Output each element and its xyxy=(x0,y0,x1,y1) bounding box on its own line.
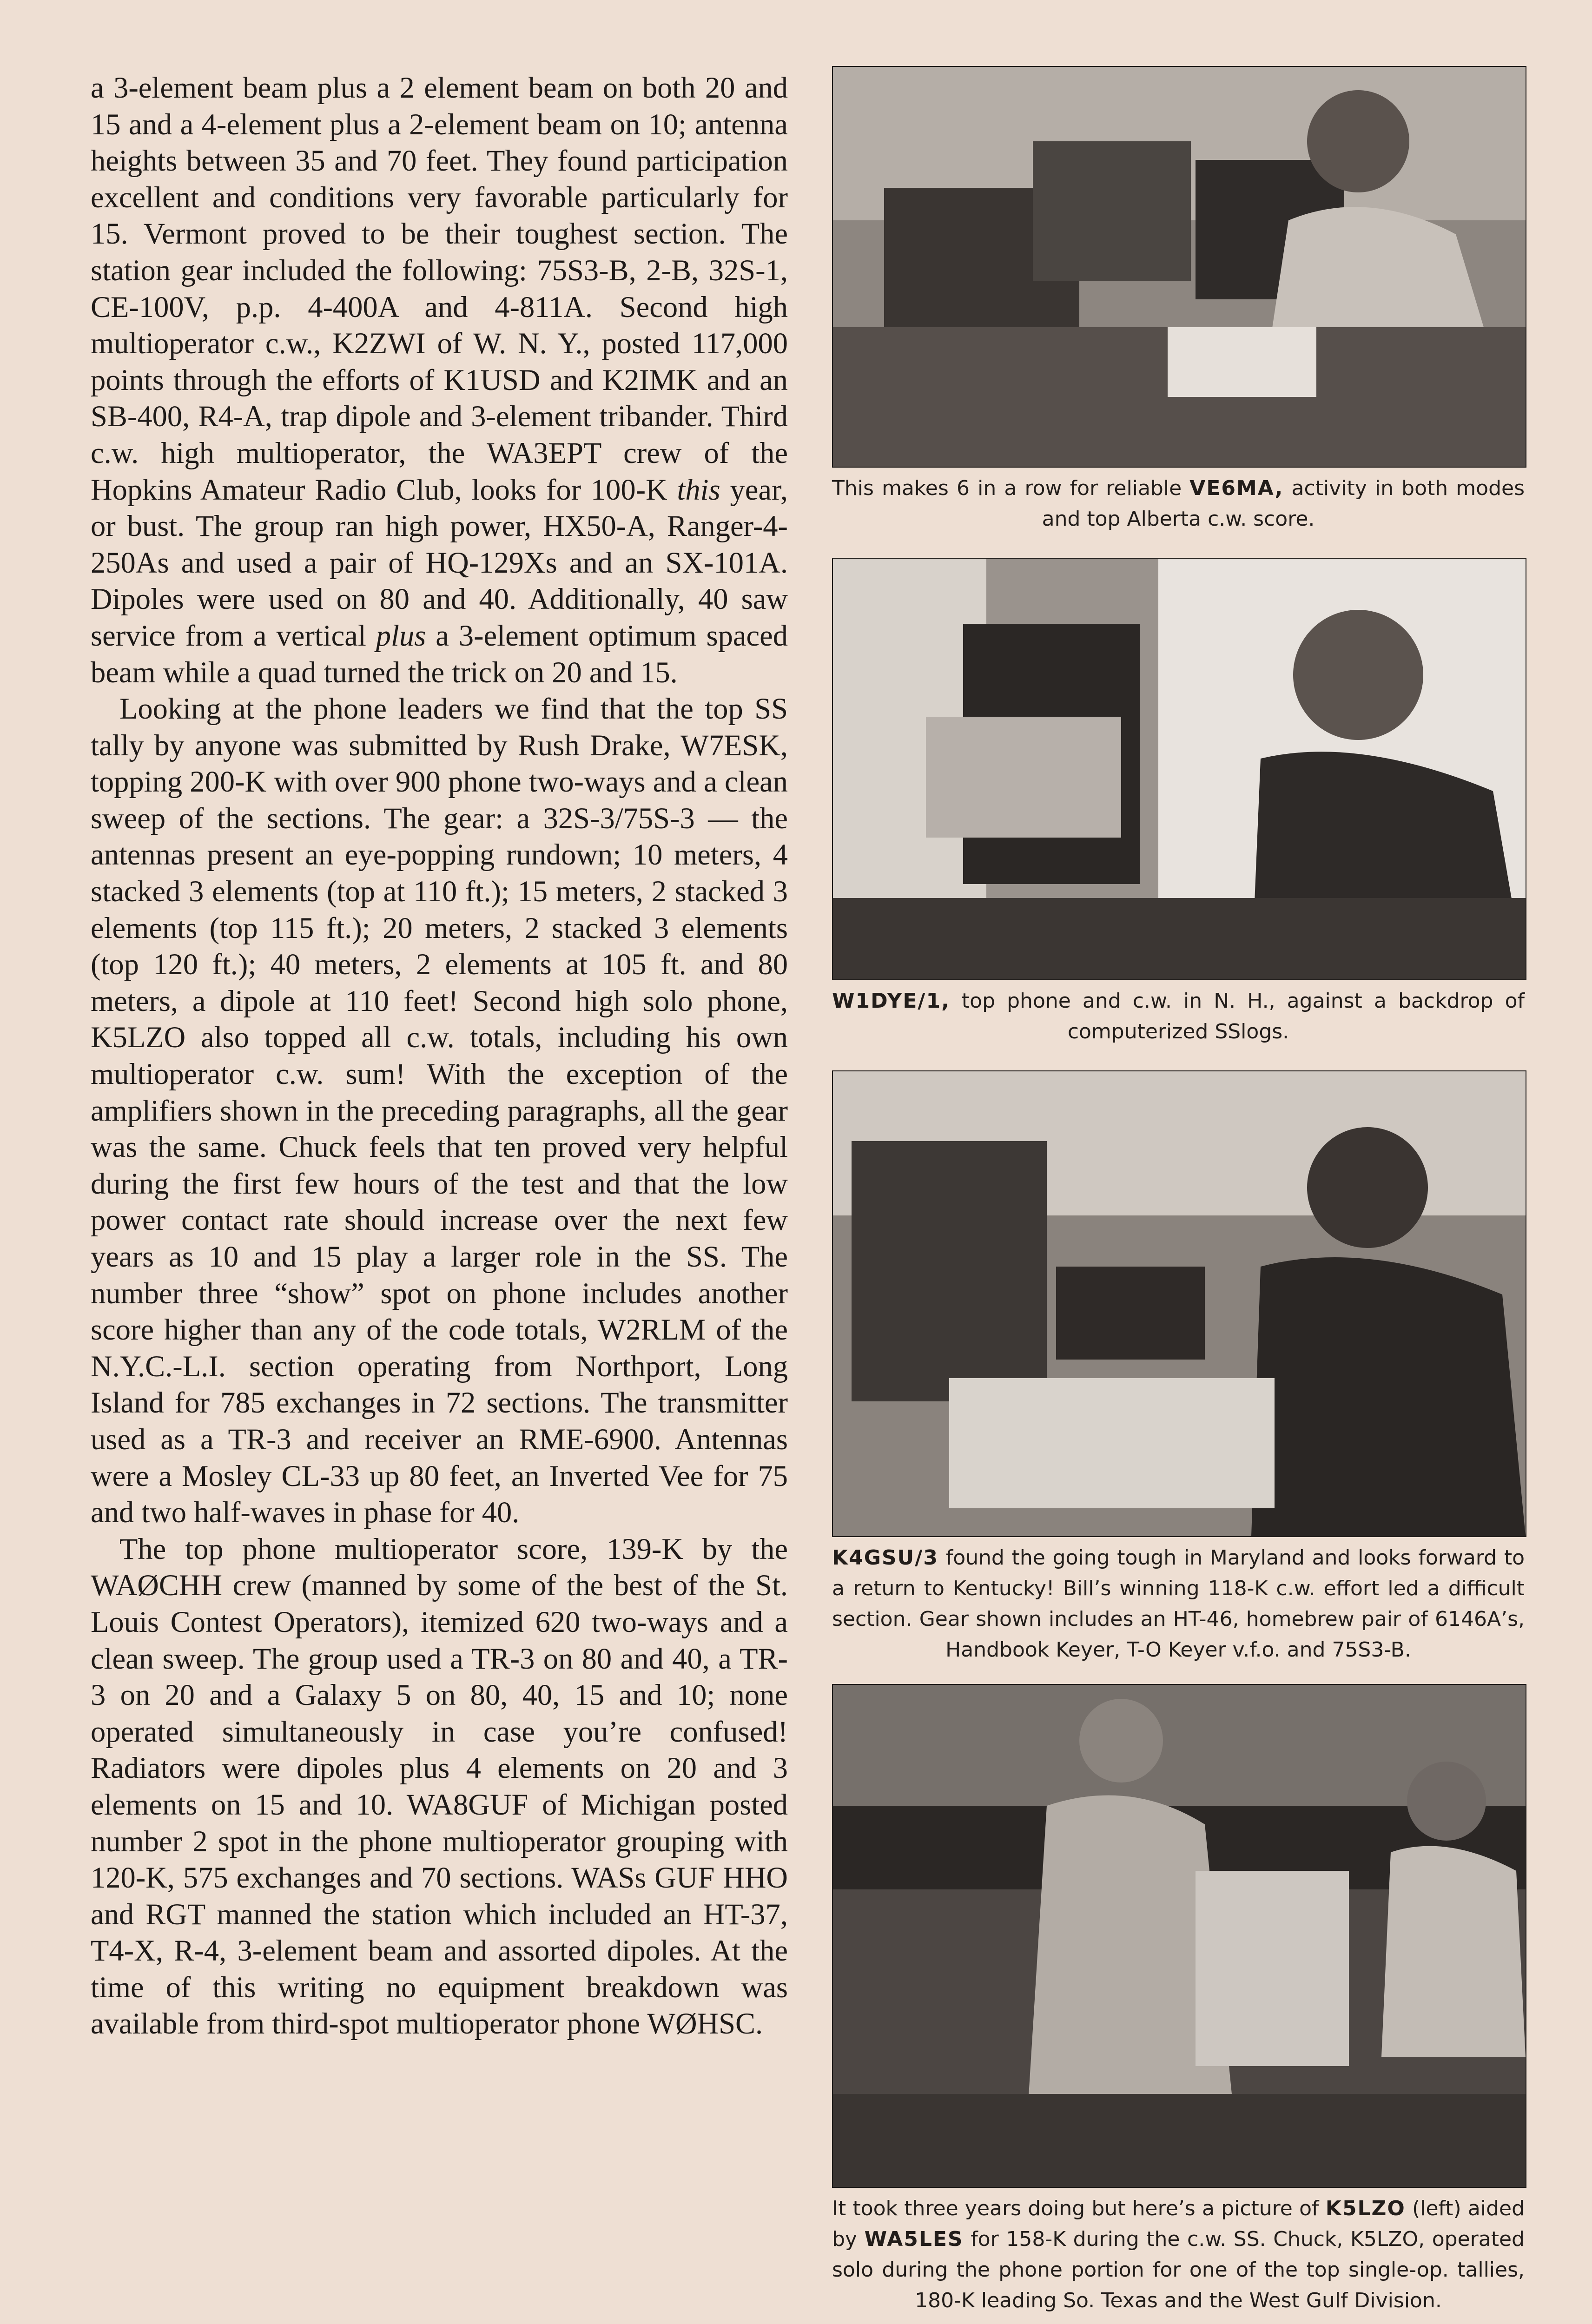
photo-w1dye xyxy=(832,558,1526,980)
caption-w1dye: W1DYE/1, top phone and c.w. in N. H., against a backdrop of computerized SSlogs. xyxy=(832,989,1525,1043)
caption-ve6ma: This makes 6 in a row for reliable VE6MA, activity in both modes and top Alberta c.w. score. xyxy=(832,476,1525,531)
caption-k5lzo: It took three years doing but here’s a picture of K5LZO (left) aided by WA5LES for 158-K during the c.w. SS. Chuck, K5LZO, operated solo during the phone portion for one of the top single-op. tallies, 180-K leading So. Texas and the West Gulf Division. xyxy=(832,2197,1525,2312)
photo-k5lzo xyxy=(832,1684,1526,2188)
photo-k4gsu xyxy=(832,1070,1526,1537)
photo-ve6ma xyxy=(832,66,1526,468)
photo-column xyxy=(832,66,1525,2316)
paragraph-3: The top phone multioperator score, 139-K by the WAØCHH crew (manned by some of the best of the St. Louis Contest Operators), itemized 620 two-ways and a clean sweep. The group used a TR-3 on 80 and 40, a TR-3 on 20 and a Galaxy 5 on 80, 40, 15 and 10; none operated simultaneously in case you’re confused! Radiators were dipoles plus 4 elements on 20 and 3 elements on 15 and 10. WA8GUF of Michigan posted number 2 spot in the phone multioperator grouping with 120-K, 575 exchanges and 70 sections. WASs GUF HHO and RGT manned the station which included an HT-37, T4-X, R-4, 3-element beam and assorted dipoles. At the time of this writing no equipment breakdown was available from third-spot multioperator phone WØHSC. xyxy=(91,1532,788,2040)
paragraph-1: a 3-element beam plus a 2 element beam on both 20 and 15 and a 4-element plus a 2-element beam on 10; antenna heights between 35 and 70 feet. They found participation excellent and conditions very favorable particularly for 15. Vermont proved to be their toughest section. The station gear included the following: 75S3-B, 2-B, 32S-1, CE-100V, p.p. 4-400A and 4-811A. Second high multioperator c.w., K2ZWI of W. N. Y., posted 117,000 points through the efforts of K1USD and K2IMK and an SB-400, R4-A, trap dipole and 3-element tribander. Third c.w. high multioperator, the WA3EPT crew of the Hopkins Amateur Radio Club, looks for 100-K this year, or bust. The group ran high power, HX50-A, Ranger-4-250As and used a pair of HQ-129Xs and an SX-101A. Dipoles were used on 80 and 40. Additionally, 40 saw service from a vertical plus a 3-element optimum spaced beam while a quad turned the trick on 20 and 15. xyxy=(91,71,788,689)
caption-k4gsu: K4GSU/3 found the going tough in Maryland and looks forward to a return to Kentucky! Bill’s winning 118-K c.w. effort led a difficult section. Gear shown includes an HT-46, homebrew pair of 6146A’s, Handbook Keyer, T-O Keyer v.f.o. and 75S3-B. xyxy=(832,1546,1525,1662)
paragraph-2: Looking at the phone leaders we find that the top SS tally by anyone was submitted by Rush Drake, W7ESK, topping 200-K with over 900 phone two-ways and a clean sweep of the sections. The gear: a 32S-3/75S-3 — the antennas present an eye-popping rundown; 10 meters, 4 stacked 3 elements (top at 110 ft.); 15 meters, 2 stacked 3 elements (top 115 ft.); 20 meters, 2 stacked 3 elements (top 120 ft.); 40 meters, 2 elements at 105 ft. and 80 meters, a dipole at 110 feet! Second high solo phone, K5LZO also topped all c.w. totals, including his own multioperator c.w. sum! With the exception of the amplifiers shown in the preceding paragraphs, all the gear was the same. Chuck feels that ten proved very helpful during the first few hours of the test and that the low power contact rate should increase over the next few years as 10 and 15 play a larger role in the SS. The number three “show” spot on phone includes another score higher than any of the code totals, W2RLM of the N.Y.C.-L.I. section operating from Northport, Long Island for 785 exchanges in 72 sections. The transmitter used as a TR-3 and receiver an RME-6900. Antennas were a Mosley CL-33 up 80 feet, an Inverted Vee for 75 and two half-waves in phase for 40. xyxy=(91,692,788,1529)
article-body xyxy=(91,70,788,2042)
